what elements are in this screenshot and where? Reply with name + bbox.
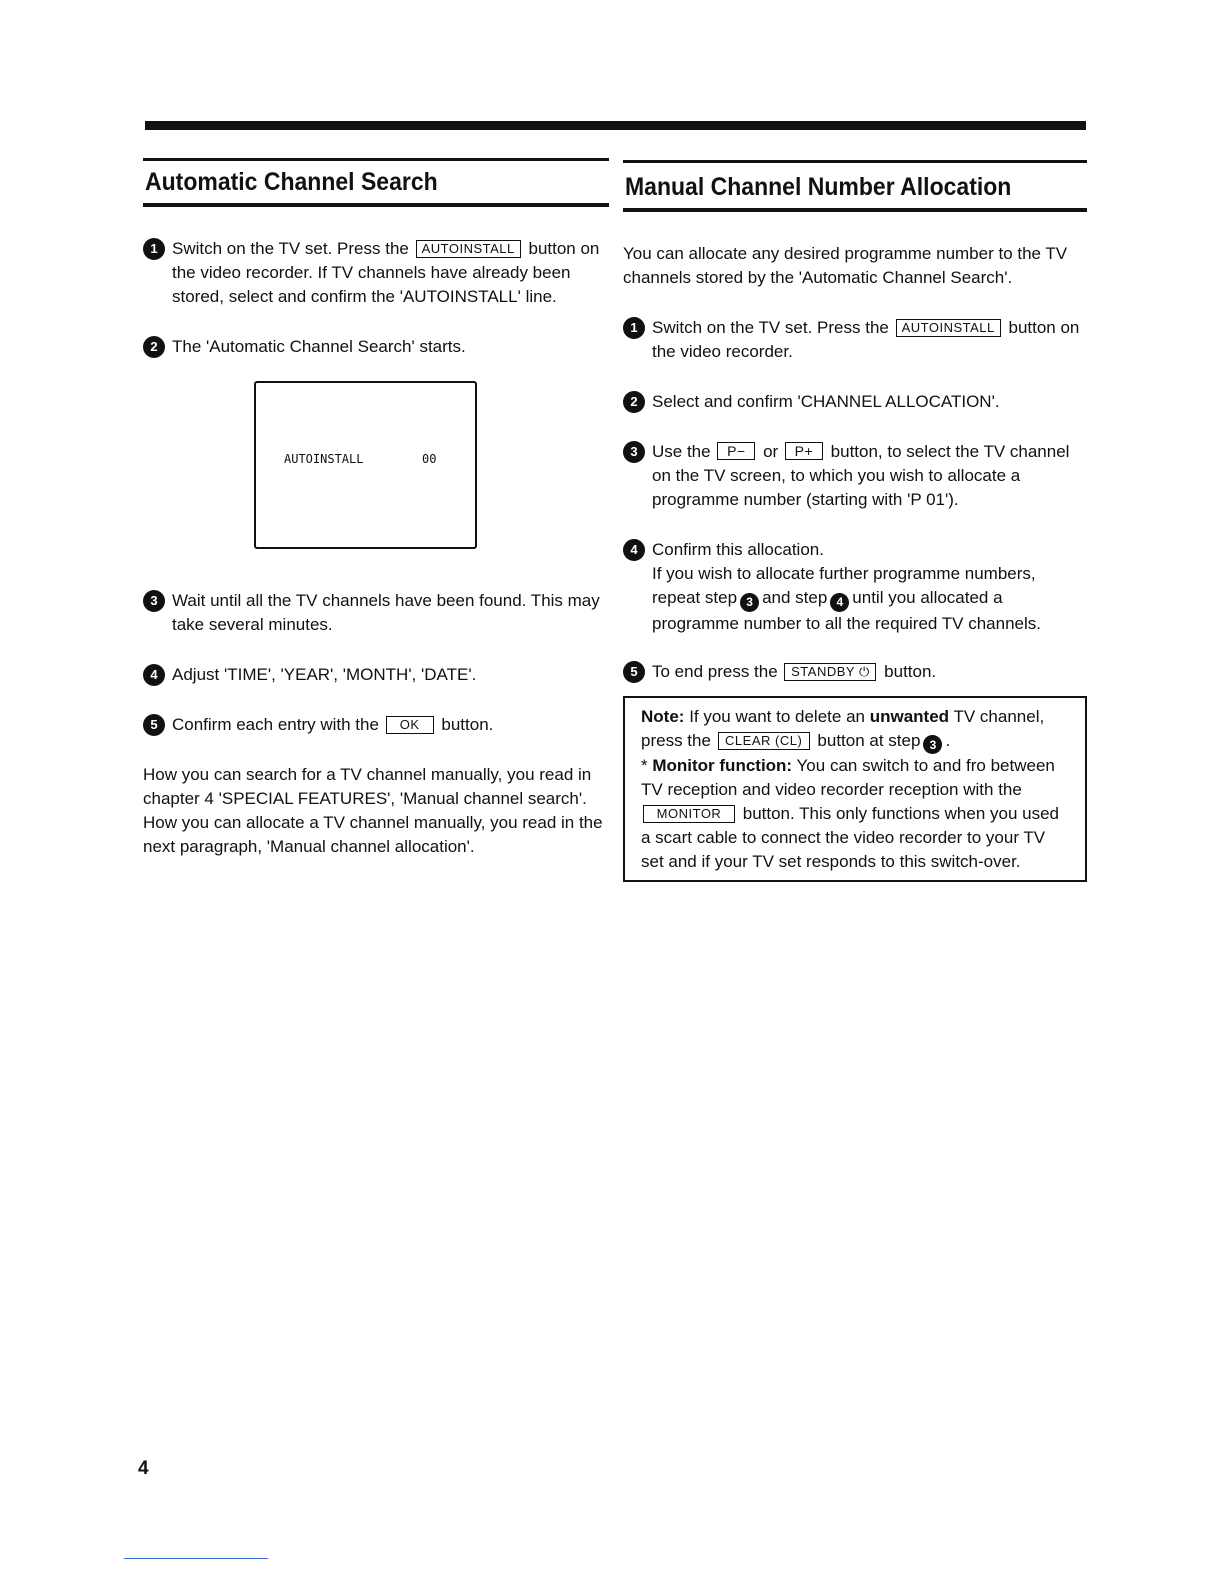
step-text: Confirm this allocation. bbox=[652, 540, 824, 559]
screen-value: 00 bbox=[422, 452, 437, 466]
section-header-left bbox=[143, 158, 609, 207]
footer-line bbox=[124, 1558, 268, 1559]
step-text: Select and confirm 'CHANNEL ALLOCATION'. bbox=[652, 392, 1000, 411]
right-step-5 bbox=[623, 660, 1087, 684]
note-text: TV channel, press the bbox=[641, 706, 1045, 750]
step-ref-badge: 3 bbox=[923, 735, 942, 754]
step-number-badge: 3 bbox=[623, 441, 645, 463]
page-number: 4 bbox=[138, 1458, 149, 1479]
step-text: Switch on the TV set. Press the bbox=[652, 318, 889, 337]
note-text: button at step bbox=[817, 730, 921, 750]
step-text: button. bbox=[441, 715, 494, 734]
asterisk-marker: * bbox=[641, 756, 648, 775]
step-text: button. bbox=[884, 661, 937, 681]
step-text: To end press the bbox=[652, 661, 778, 681]
step-ref-badge: 3 bbox=[740, 593, 759, 612]
p-plus-key-label: P+ bbox=[785, 442, 823, 460]
note-text: . bbox=[945, 730, 951, 750]
right-step-1 bbox=[623, 316, 1087, 364]
right-step-4 bbox=[623, 538, 1087, 636]
section-title-manual: Manual Channel Number Allocation bbox=[625, 173, 1012, 201]
step-number-badge: 3 bbox=[143, 590, 165, 612]
top-rule bbox=[145, 121, 1086, 130]
note-box bbox=[623, 696, 1087, 883]
step-text bbox=[652, 562, 1087, 636]
left-step-4 bbox=[143, 663, 609, 687]
note-emphasis: unwanted bbox=[869, 706, 950, 726]
intro-paragraph: You can allocate any desired programme number to the TV channels stored by the 'Automatic Channel Search'. bbox=[623, 244, 1068, 287]
step-text: Adjust 'TIME', 'YEAR', 'MONTH', 'DATE'. bbox=[172, 665, 477, 684]
section-header-right bbox=[623, 160, 1087, 212]
step-text: button on the video recorder. If TV channels have already been stored, select and confirm the 'AUTOINSTALL' line. bbox=[172, 239, 600, 306]
step-number-badge: 5 bbox=[143, 714, 165, 736]
autoinstall-key-label: AUTOINSTALL bbox=[416, 240, 521, 258]
step-text-part: If you wish to allocate further programme numbers, repeat step bbox=[652, 564, 1036, 607]
step-text: button on the video recorder. bbox=[652, 318, 1080, 361]
section-title-automatic: Automatic Channel Search bbox=[145, 168, 438, 196]
note-text: You can switch to and fro between TV reception and video recorder reception with the bbox=[641, 756, 1055, 799]
step-text: Confirm each entry with the bbox=[172, 715, 379, 734]
p-minus-key-label: P− bbox=[717, 442, 755, 460]
note-text: button. This only functions when you used a scart cable to connect the video recorder to your TV set and if your TV set responds to this switch-over. bbox=[641, 804, 1060, 871]
screen-label: AUTOINSTALL bbox=[284, 452, 364, 466]
ok-key-label: OK bbox=[386, 716, 434, 734]
step-number-badge: 5 bbox=[623, 661, 645, 683]
standby-key-label: STANDBY ⏻ bbox=[784, 663, 876, 681]
step-text: Use the bbox=[652, 442, 711, 461]
left-step-5 bbox=[143, 713, 609, 737]
left-step-3 bbox=[143, 589, 609, 637]
step-number-badge: 1 bbox=[623, 317, 645, 339]
note-text: If you want to delete an bbox=[689, 706, 865, 726]
monitor-function-label: Monitor function: bbox=[652, 756, 793, 775]
step-text: or bbox=[763, 442, 779, 461]
step-text-part: until you allocated a programme number to all the required TV channels. bbox=[652, 588, 1041, 633]
left-step-1 bbox=[143, 237, 609, 309]
step-number-badge: 4 bbox=[143, 664, 165, 686]
step-number-badge: 2 bbox=[143, 336, 165, 358]
step-number-badge: 2 bbox=[623, 391, 645, 413]
step-text: Switch on the TV set. Press the bbox=[172, 239, 409, 258]
monitor-key-label: MONITOR bbox=[643, 805, 735, 823]
step-ref-badge: 4 bbox=[830, 593, 849, 612]
step-text: The 'Automatic Channel Search' starts. bbox=[172, 337, 466, 356]
clear-key-label: CLEAR (CL) bbox=[718, 732, 810, 750]
autoinstall-key-label: AUTOINSTALL bbox=[896, 319, 1001, 337]
right-step-2 bbox=[623, 390, 1087, 414]
note-label: Note: bbox=[641, 706, 685, 726]
manual-channel-allocation-section bbox=[623, 160, 1087, 882]
step-text: button, to select the TV channel on the TV screen, to which you wish to allocate a programme number (starting with 'P 01'). bbox=[652, 442, 1070, 509]
tv-screen-illustration bbox=[254, 381, 477, 549]
automatic-channel-search-section bbox=[143, 158, 609, 859]
step-number-badge: 4 bbox=[623, 539, 645, 561]
closing-paragraph: How you can search for a TV channel manually, you read in chapter 4 'SPECIAL FEATURES', 'Manual channel search'. How you can allocate a TV channel manually, you read in the next paragraph, 'Manual channel allocation'. bbox=[143, 765, 603, 856]
left-step-2 bbox=[143, 335, 609, 359]
step-text-part: and step bbox=[762, 588, 828, 607]
right-step-3 bbox=[623, 440, 1087, 512]
step-number-badge: 1 bbox=[143, 238, 165, 260]
step-text: Wait until all the TV channels have been found. This may take several minutes. bbox=[172, 591, 600, 634]
